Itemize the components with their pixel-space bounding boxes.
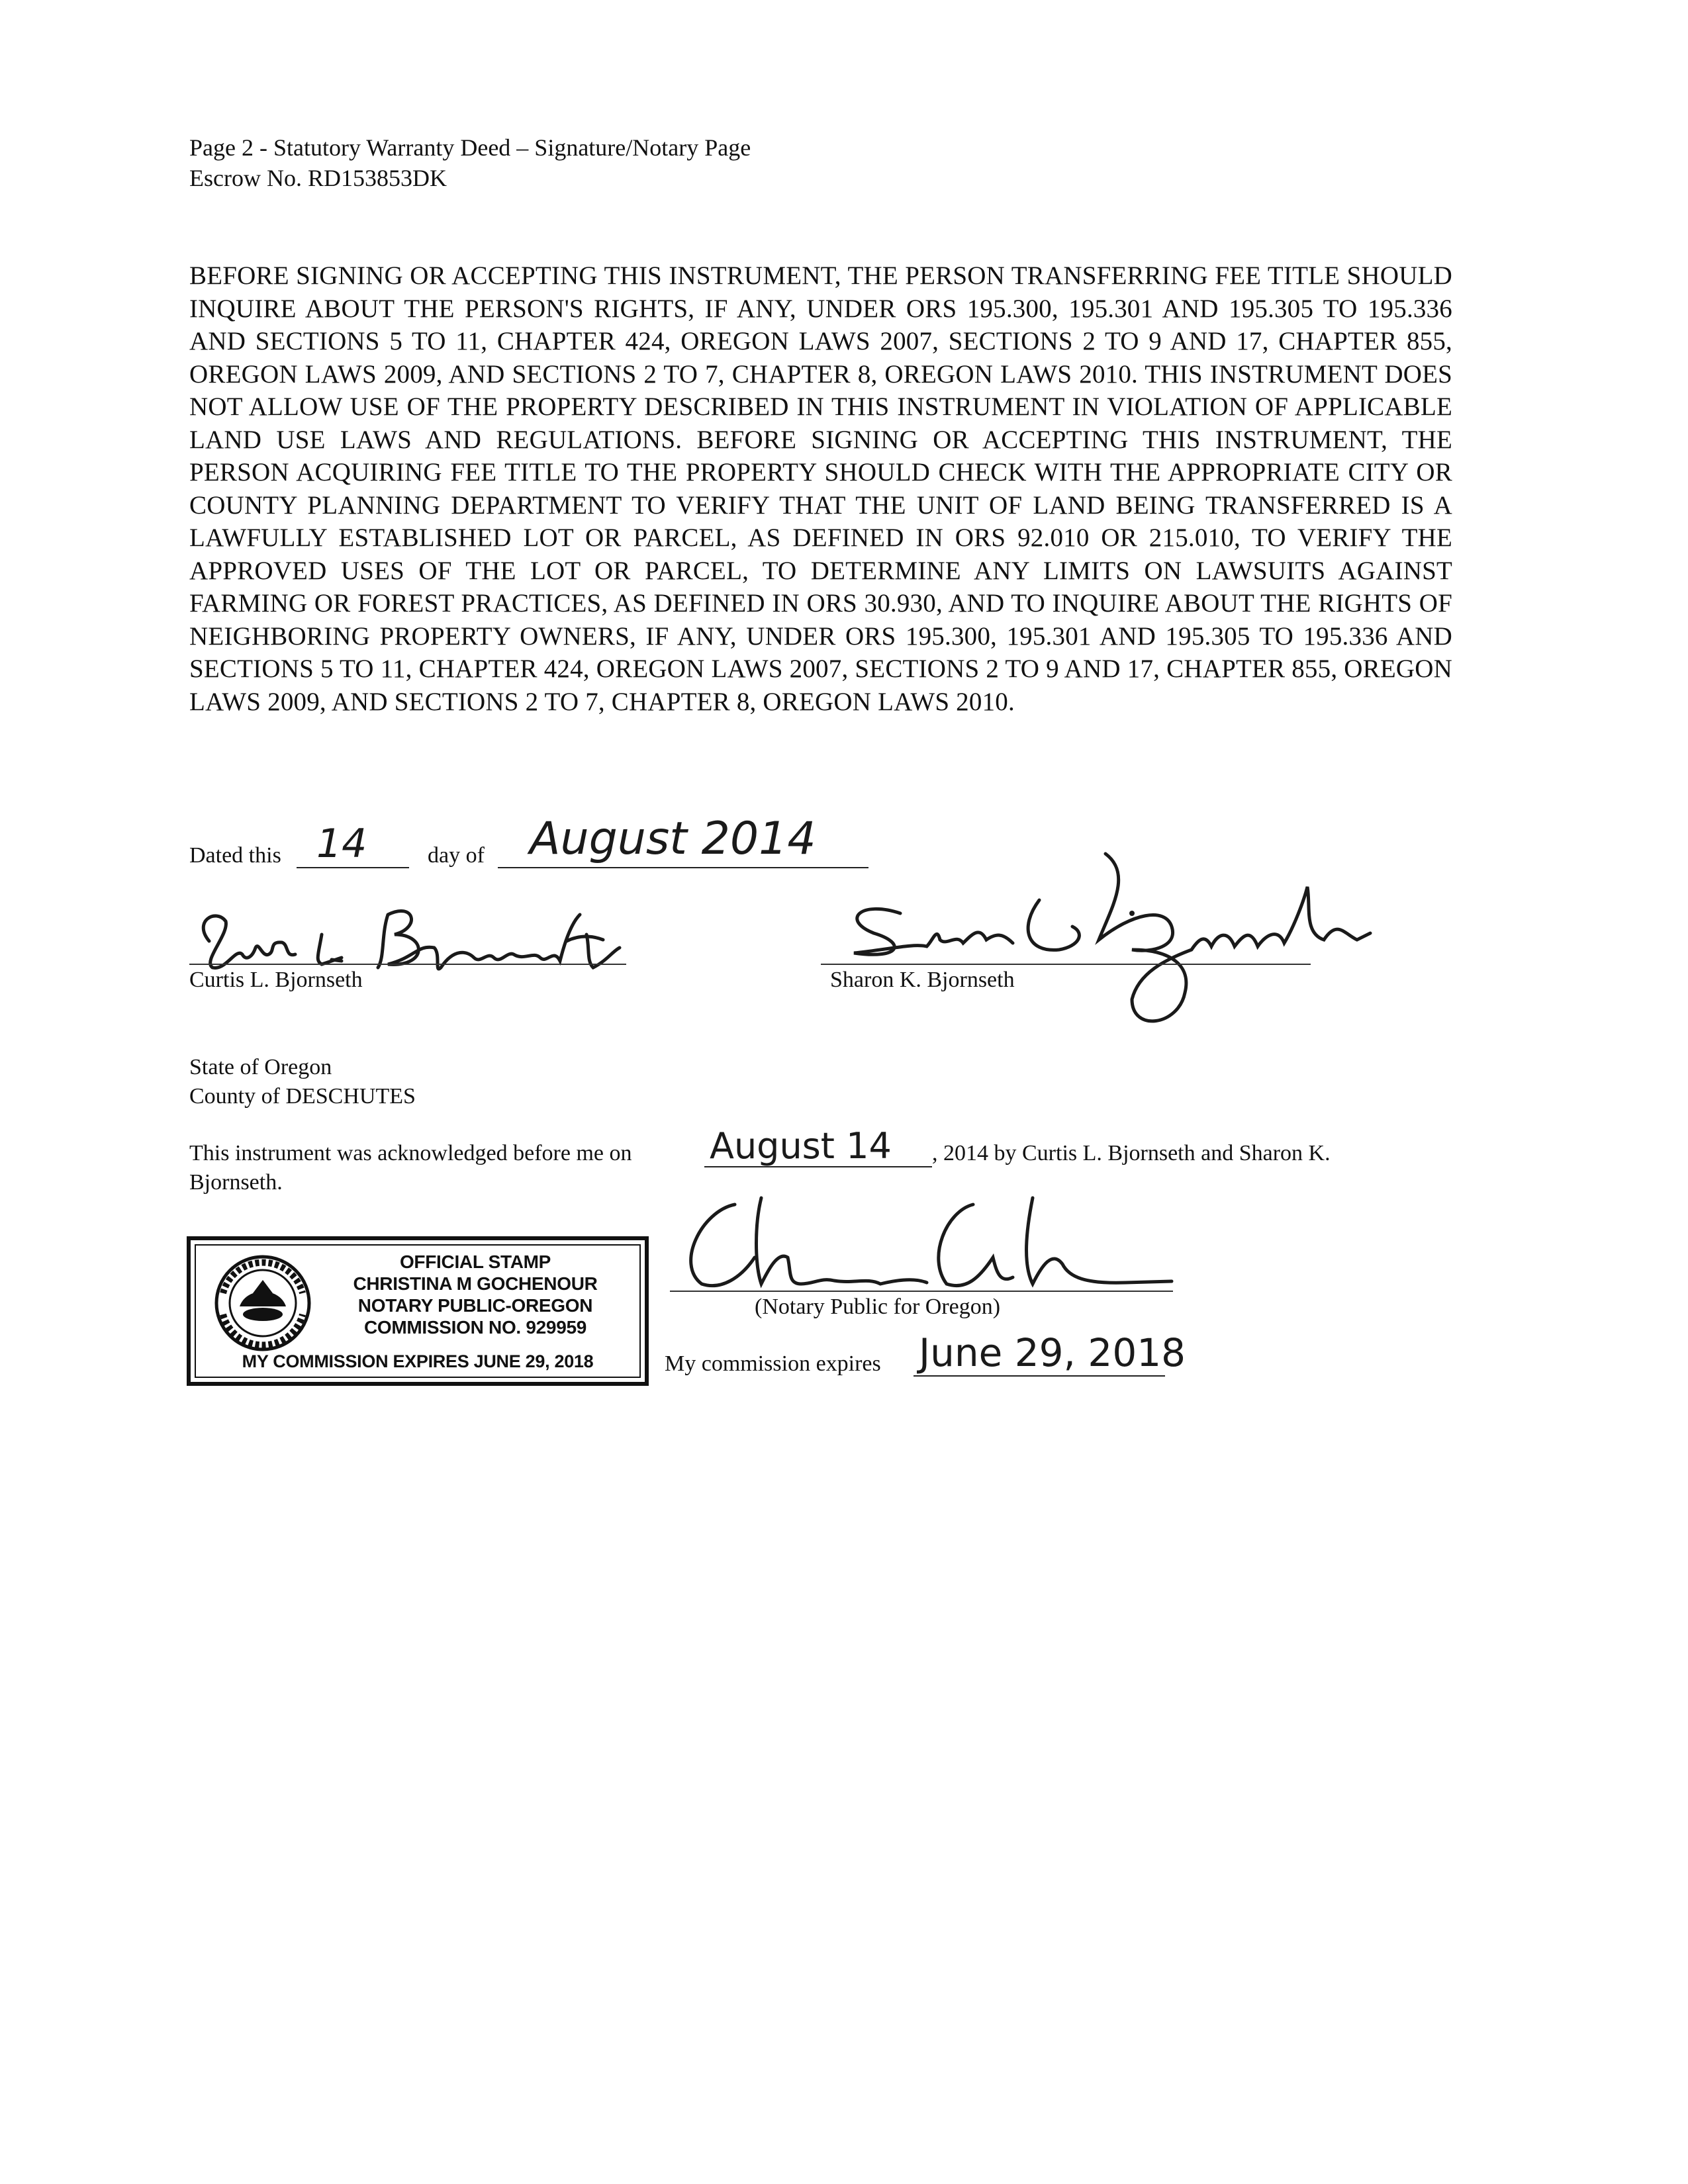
escrow-number: Escrow No. RD153853DK xyxy=(189,165,447,191)
dated-day: 14 xyxy=(316,821,367,867)
day-line xyxy=(297,867,409,868)
stamp-line-3: NOTARY PUBLIC-OREGON xyxy=(357,1295,593,1316)
dated-prefix: Dated this xyxy=(189,843,281,868)
dated-middle: day of xyxy=(428,843,485,868)
signature-line-2 xyxy=(821,964,1311,965)
signature-line-1 xyxy=(189,964,626,965)
month-line xyxy=(498,867,868,868)
stamp-text-block xyxy=(330,1251,621,1338)
stamp-line-5: MY COMMISSION EXPIRES JUNE 29, 2018 xyxy=(242,1351,594,1371)
venue-county: County of DESCHUTES xyxy=(189,1084,416,1109)
dated-month-year: August 2014 xyxy=(530,813,816,865)
acknowledgment-date: August 14 xyxy=(710,1125,892,1167)
acknowledgment-suffix: , 2014 by Curtis L. Bjornseth and Sharon K. xyxy=(932,1141,1331,1165)
stamp-line-4: COMMISSION NO. 929959 xyxy=(363,1317,587,1338)
signature-sharon xyxy=(821,834,1377,1032)
acknowledgment-line2: Bjornseth. xyxy=(189,1170,283,1195)
notary-signature-line xyxy=(670,1291,1173,1292)
stamp-line-2: CHRISTINA M GOCHENOUR xyxy=(353,1273,598,1294)
stamp-line-1: OFFICIAL STAMP xyxy=(399,1251,551,1272)
notary-caption: (Notary Public for Oregon) xyxy=(755,1295,1001,1319)
commission-expires-line xyxy=(914,1375,1165,1377)
signer1-name: Curtis L. Bjornseth xyxy=(189,968,363,992)
commission-expires-label: My commission expires xyxy=(665,1351,881,1376)
page-title: Page 2 - Statutory Warranty Deed – Signature/Notary Page xyxy=(189,134,751,161)
oregon-seal-icon xyxy=(213,1253,312,1353)
venue-state: State of Oregon xyxy=(189,1055,332,1079)
notary-signature xyxy=(662,1185,1178,1304)
commission-expires-value: June 29, 2018 xyxy=(919,1330,1186,1375)
acknowledgment-prefix: This instrument was acknowledged before me on xyxy=(189,1141,632,1165)
official-stamp xyxy=(187,1236,649,1386)
page-header xyxy=(189,132,751,193)
land-use-warning: BEFORE SIGNING OR ACCEPTING THIS INSTRUMENT, THE PERSON TRANSFERRING FEE TITLE SHOULD INQUIRE ABOUT THE PERSON'S RIGHTS, IF ANY, UNDER ORS 195.300, 195.301 AND 195.305 TO 195.336 AND SECTIONS 5 TO 11, CHAPTER 424, OREGON LAWS 2007, SECTIONS 2 TO 9 AND 17, CHAPTER 855, OREGON LAWS 2009, AND SECTIONS 2 TO 7, CHAPTER 8, OREGON LAWS 2010. THIS INSTRUMENT DOES NOT ALLOW USE OF THE PROPERTY DESCRIBED IN THIS INSTRUMENT IN VIOLATION OF APPLICABLE LAND USE LAWS AND REGULATIONS. BEFORE SIGNING OR ACCEPTING THIS INSTRUMENT, THE PERSON ACQUIRING FEE TITLE TO THE PROPERTY SHOULD CHECK WITH THE APPROPRIATE CITY OR COUNTY PLANNING DEPARTMENT TO VERIFY THAT THE UNIT OF LAND BEING TRANSFERRED IS A LAWFULLY ESTABLISHED LOT OR PARCEL, AS DEFINED IN ORS 92.010 OR 215.010, TO VERIFY THE APPROVED USES OF THE LOT OR PARCEL, TO DETERMINE ANY LIMITS ON LAWSUITS AGAINST FARMING OR FOREST PRACTICES, AS DEFINED IN ORS 30.930, AND TO INQUIRE ABOUT THE RIGHTS OF NEIGHBORING PROPERTY OWNERS, IF ANY, UNDER ORS 195.300, 195.301 AND 195.305 TO 195.336 AND SECTIONS 5 TO 11, CHAPTER 424, OREGON LAWS 2007, SECTIONS 2 TO 9 AND 17, CHAPTER 855, OREGON LAWS 2009, AND SECTIONS 2 TO 7, CHAPTER 8, OREGON LAWS 2010. xyxy=(189,261,1452,716)
signer2-name: Sharon K. Bjornseth xyxy=(830,968,1015,992)
